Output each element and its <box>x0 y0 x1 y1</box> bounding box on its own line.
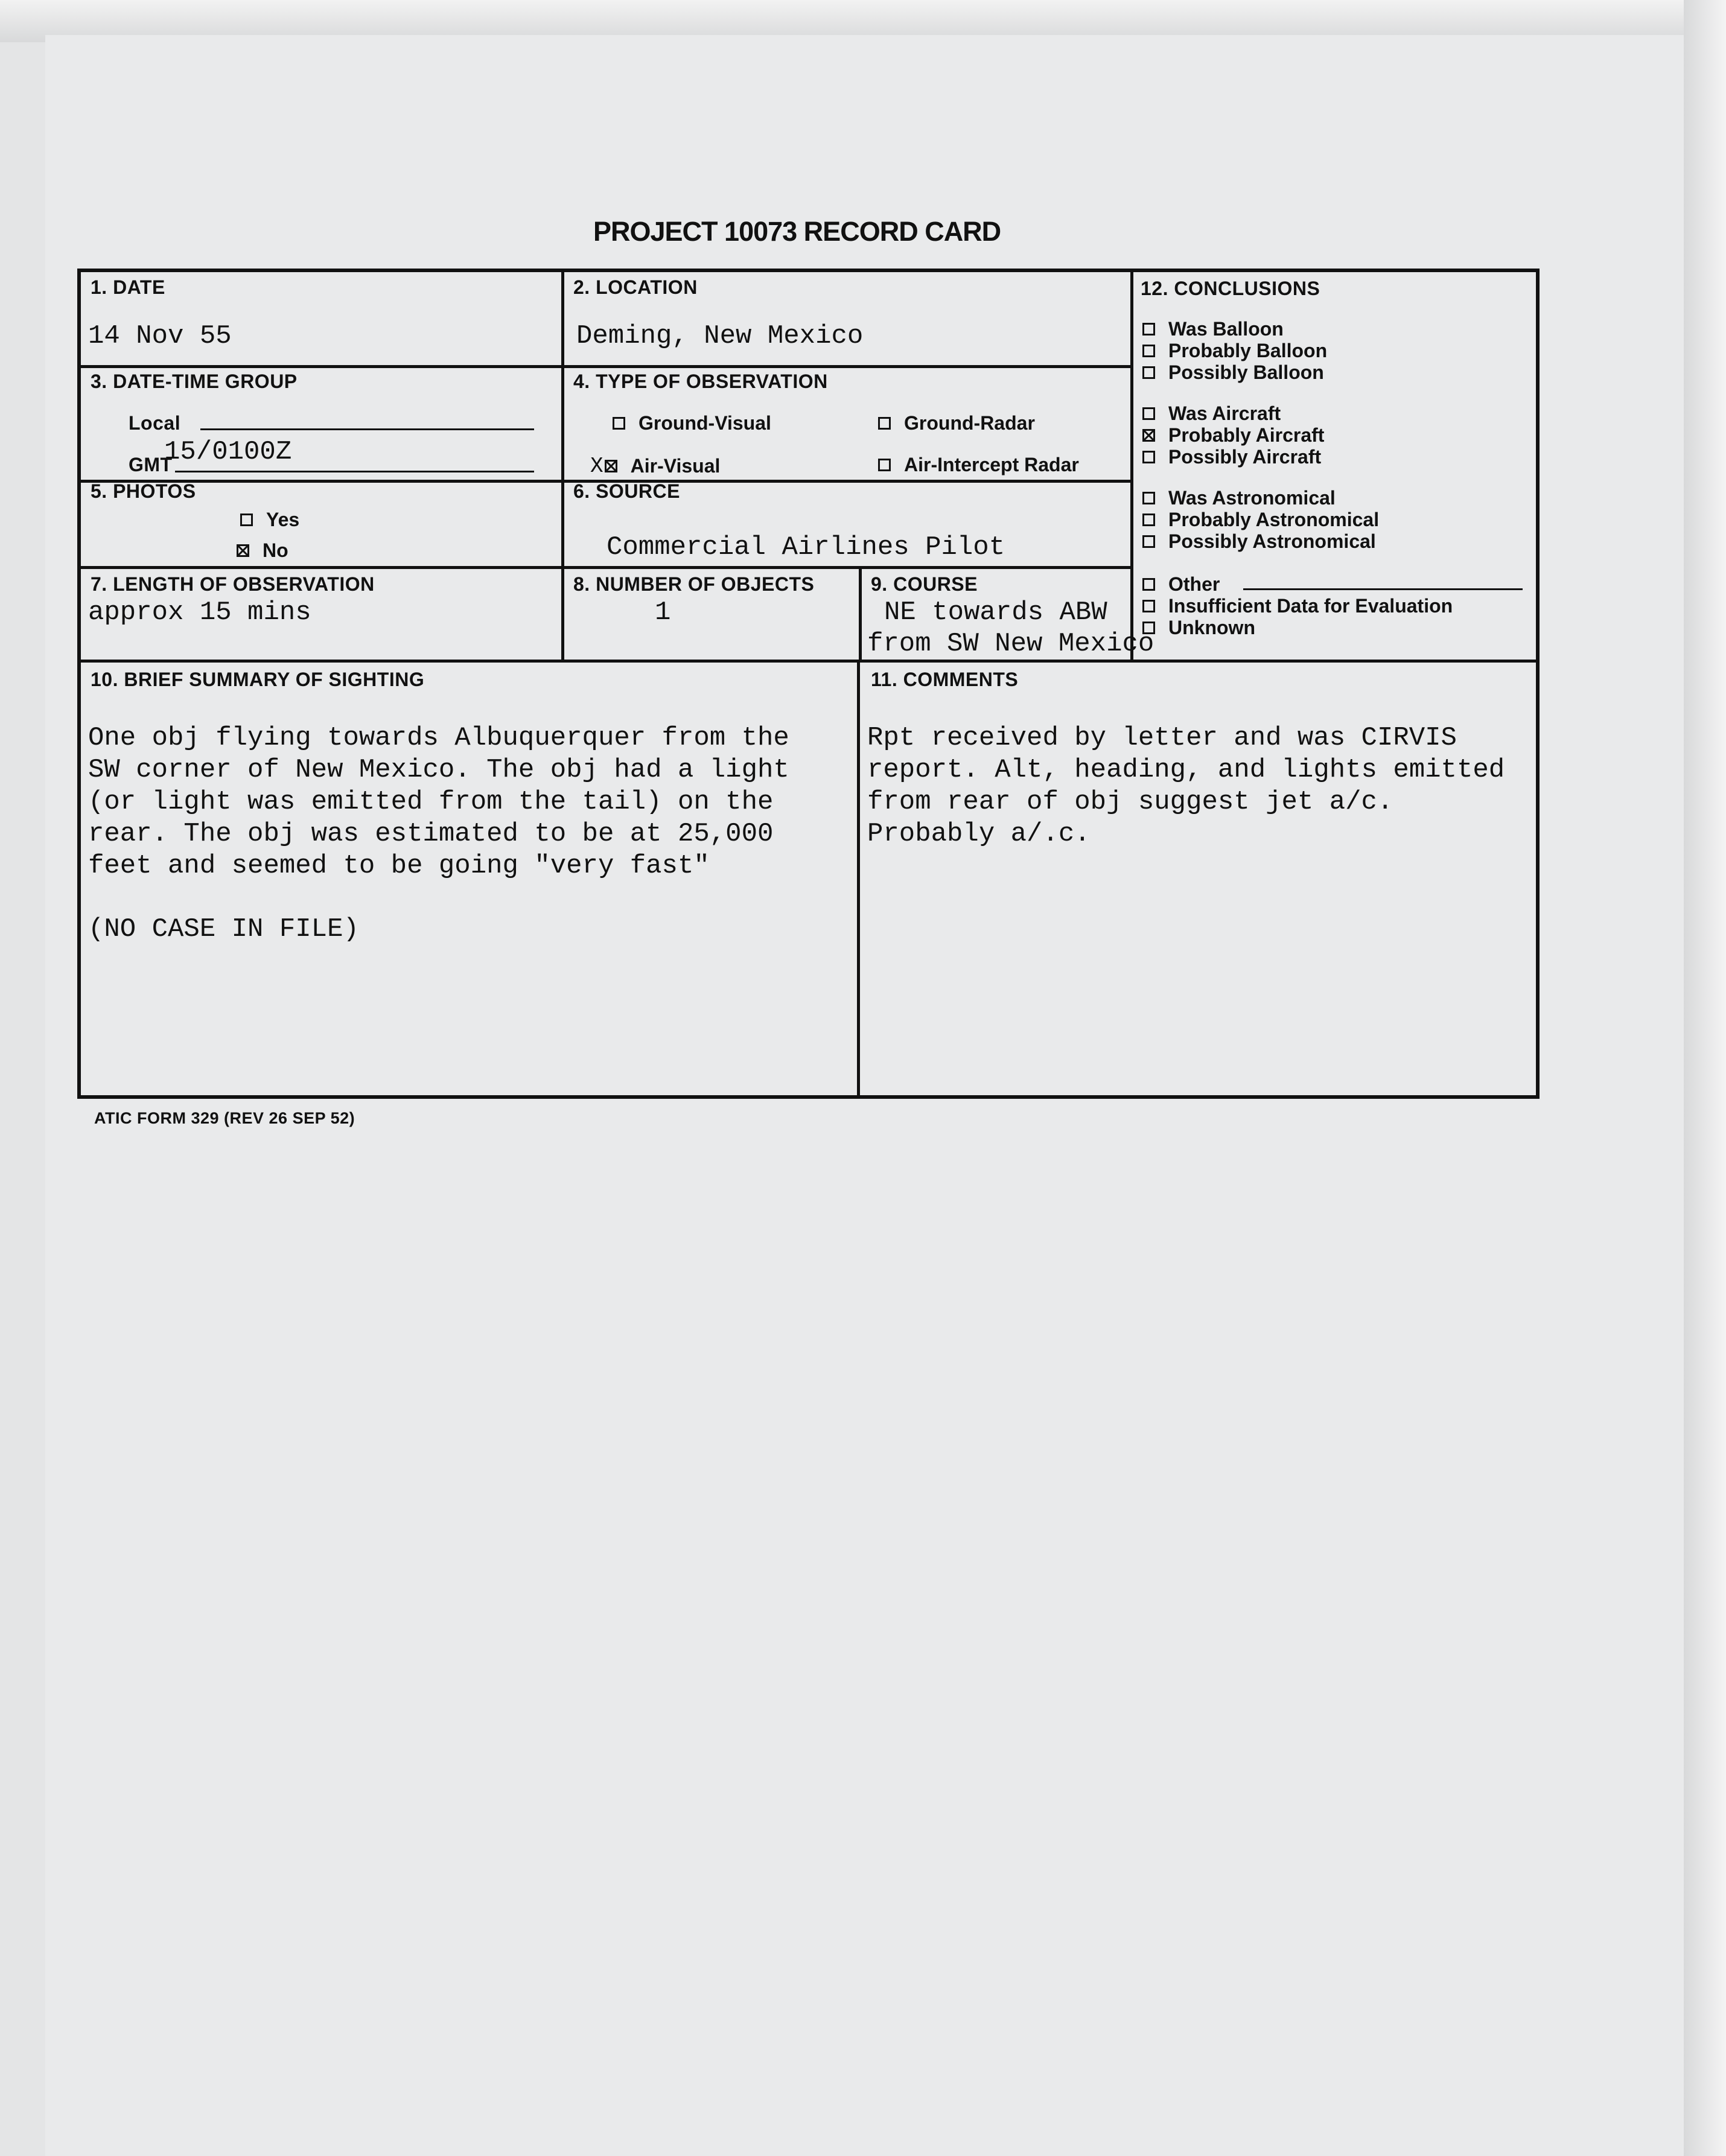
grid-line <box>77 365 1132 368</box>
checkbox-icon <box>1142 345 1155 357</box>
checkbox-icon <box>878 417 891 430</box>
summary-label: 10. BRIEF SUMMARY OF SIGHTING <box>91 669 425 690</box>
checkbox-icon <box>1142 600 1155 612</box>
conclusion-possibly-astronomical <box>1142 530 1376 553</box>
date-value: 14 Nov 55 <box>88 321 232 351</box>
other-underline <box>1243 588 1523 590</box>
length-of-observation-value: approx 15 mins <box>88 597 311 628</box>
conclusion-label: Probably Astronomical <box>1168 509 1380 530</box>
option-label: No <box>263 539 288 561</box>
comments-line: Probably a/.c. <box>867 819 1091 849</box>
option-photos-no <box>237 539 288 562</box>
form-footer: ATIC FORM 329 (REV 26 SEP 52) <box>94 1109 355 1127</box>
conclusion-was-balloon <box>1142 318 1284 340</box>
option-label: Air-Visual <box>630 455 721 477</box>
conclusion-other <box>1142 573 1220 596</box>
checkbox-icon <box>1142 622 1155 634</box>
checked-checkbox-icon <box>237 544 249 557</box>
option-ground-visual <box>613 412 771 434</box>
grid-line <box>77 566 1132 569</box>
conclusion-label: Possibly Aircraft <box>1168 446 1322 468</box>
conclusion-insufficient-data <box>1142 595 1453 617</box>
checkbox-icon <box>1142 407 1155 420</box>
conclusion-possibly-aircraft <box>1142 446 1321 468</box>
comments-line: Rpt received by letter and was CIRVIS <box>867 723 1457 753</box>
summary-line: (or light was emitted from the tail) on the <box>88 787 774 817</box>
option-label: Air-Intercept Radar <box>904 454 1079 475</box>
course-line: NE towards ABW <box>884 597 1107 628</box>
option-label: Ground-Radar <box>904 412 1035 434</box>
conclusion-possibly-balloon <box>1142 361 1324 384</box>
photos-label: 5. PHOTOS <box>91 480 196 502</box>
checkbox-icon <box>878 459 891 471</box>
date-time-group-label: 3. DATE-TIME GROUP <box>91 370 298 392</box>
conclusion-unknown <box>1142 617 1255 639</box>
checkbox-icon <box>613 417 625 430</box>
gmt-label: GMT <box>129 454 173 475</box>
conclusion-label: Probably Aircraft <box>1168 424 1325 446</box>
option-air-intercept-radar <box>878 454 1079 476</box>
conclusion-label: Was Aircraft <box>1168 402 1281 424</box>
conclusion-label: Was Astronomical <box>1168 487 1336 509</box>
conclusions-label: 12. CONCLUSIONS <box>1141 278 1320 299</box>
number-of-objects-label: 8. NUMBER OF OBJECTS <box>573 573 815 595</box>
conclusion-label: Possibly Astronomical <box>1168 530 1376 552</box>
checkbox-icon <box>1142 451 1155 463</box>
checkbox-icon <box>1142 514 1155 526</box>
length-of-observation-label: 7. LENGTH OF OBSERVATION <box>91 573 375 595</box>
checked-checkbox-icon <box>1142 429 1155 442</box>
grid-line <box>859 566 862 661</box>
course-line: from SW New Mexico <box>867 629 1154 659</box>
x-mark-icon: X <box>590 454 603 479</box>
date-label: 1. DATE <box>91 276 165 298</box>
type-of-observation-label: 4. TYPE OF OBSERVATION <box>573 370 828 392</box>
course-label: 9. COURSE <box>871 573 978 595</box>
option-air-visual <box>590 454 720 479</box>
source-value: Commercial Airlines Pilot <box>607 532 1005 562</box>
conclusion-label: Other <box>1168 573 1220 595</box>
summary-line: SW corner of New Mexico. The obj had a light <box>88 755 789 785</box>
conclusion-was-astronomical <box>1142 487 1336 509</box>
grid-line <box>1130 269 1133 661</box>
conclusion-probably-aircraft <box>1142 424 1324 447</box>
conclusion-label: Probably Balloon <box>1168 340 1328 361</box>
comments-label: 11. COMMENTS <box>871 669 1019 690</box>
checkbox-icon <box>1142 323 1155 335</box>
conclusion-probably-balloon <box>1142 340 1327 362</box>
checkbox-icon <box>1142 535 1155 548</box>
checked-checkbox-icon <box>605 460 617 472</box>
gmt-underline <box>175 471 534 472</box>
conclusion-label: Was Balloon <box>1168 318 1284 340</box>
conclusion-probably-astronomical <box>1142 509 1379 531</box>
checkbox-icon <box>1142 492 1155 504</box>
checkbox-icon <box>240 514 253 526</box>
grid-line <box>77 660 1540 663</box>
grid-line <box>561 269 564 661</box>
location-value: Deming, New Mexico <box>576 321 864 351</box>
comments-line: from rear of obj suggest jet a/c. <box>867 787 1393 817</box>
conclusion-label: Possibly Balloon <box>1168 361 1324 383</box>
scan-edge-right <box>1684 0 1726 2156</box>
number-of-objects-value: 1 <box>655 597 671 628</box>
checkbox-icon <box>1142 366 1155 379</box>
gmt-value: 15/0100Z <box>164 437 292 467</box>
option-photos-yes <box>240 509 299 531</box>
conclusion-label: Unknown <box>1168 617 1255 638</box>
option-label: Yes <box>266 509 300 530</box>
source-label: 6. SOURCE <box>573 480 680 502</box>
option-ground-radar <box>878 412 1035 434</box>
comments-line: report. Alt, heading, and lights emitted <box>867 755 1505 785</box>
summary-line: rear. The obj was estimated to be at 25,000 <box>88 819 774 849</box>
location-label: 2. LOCATION <box>573 276 698 298</box>
card-title: PROJECT 10073 RECORD CARD <box>593 216 1001 247</box>
summary-line: feet and seemed to be going "very fast" <box>88 851 710 881</box>
conclusion-was-aircraft <box>1142 402 1281 425</box>
conclusion-label: Insufficient Data for Evaluation <box>1168 595 1453 617</box>
checkbox-icon <box>1142 578 1155 591</box>
local-underline <box>200 428 534 430</box>
option-label: Ground-Visual <box>638 412 771 434</box>
summary-line: One obj flying towards Albuquerquer from the <box>88 723 789 753</box>
grid-line <box>857 661 860 1099</box>
summary-note: (NO CASE IN FILE) <box>88 914 359 944</box>
local-label: Local <box>129 412 181 434</box>
